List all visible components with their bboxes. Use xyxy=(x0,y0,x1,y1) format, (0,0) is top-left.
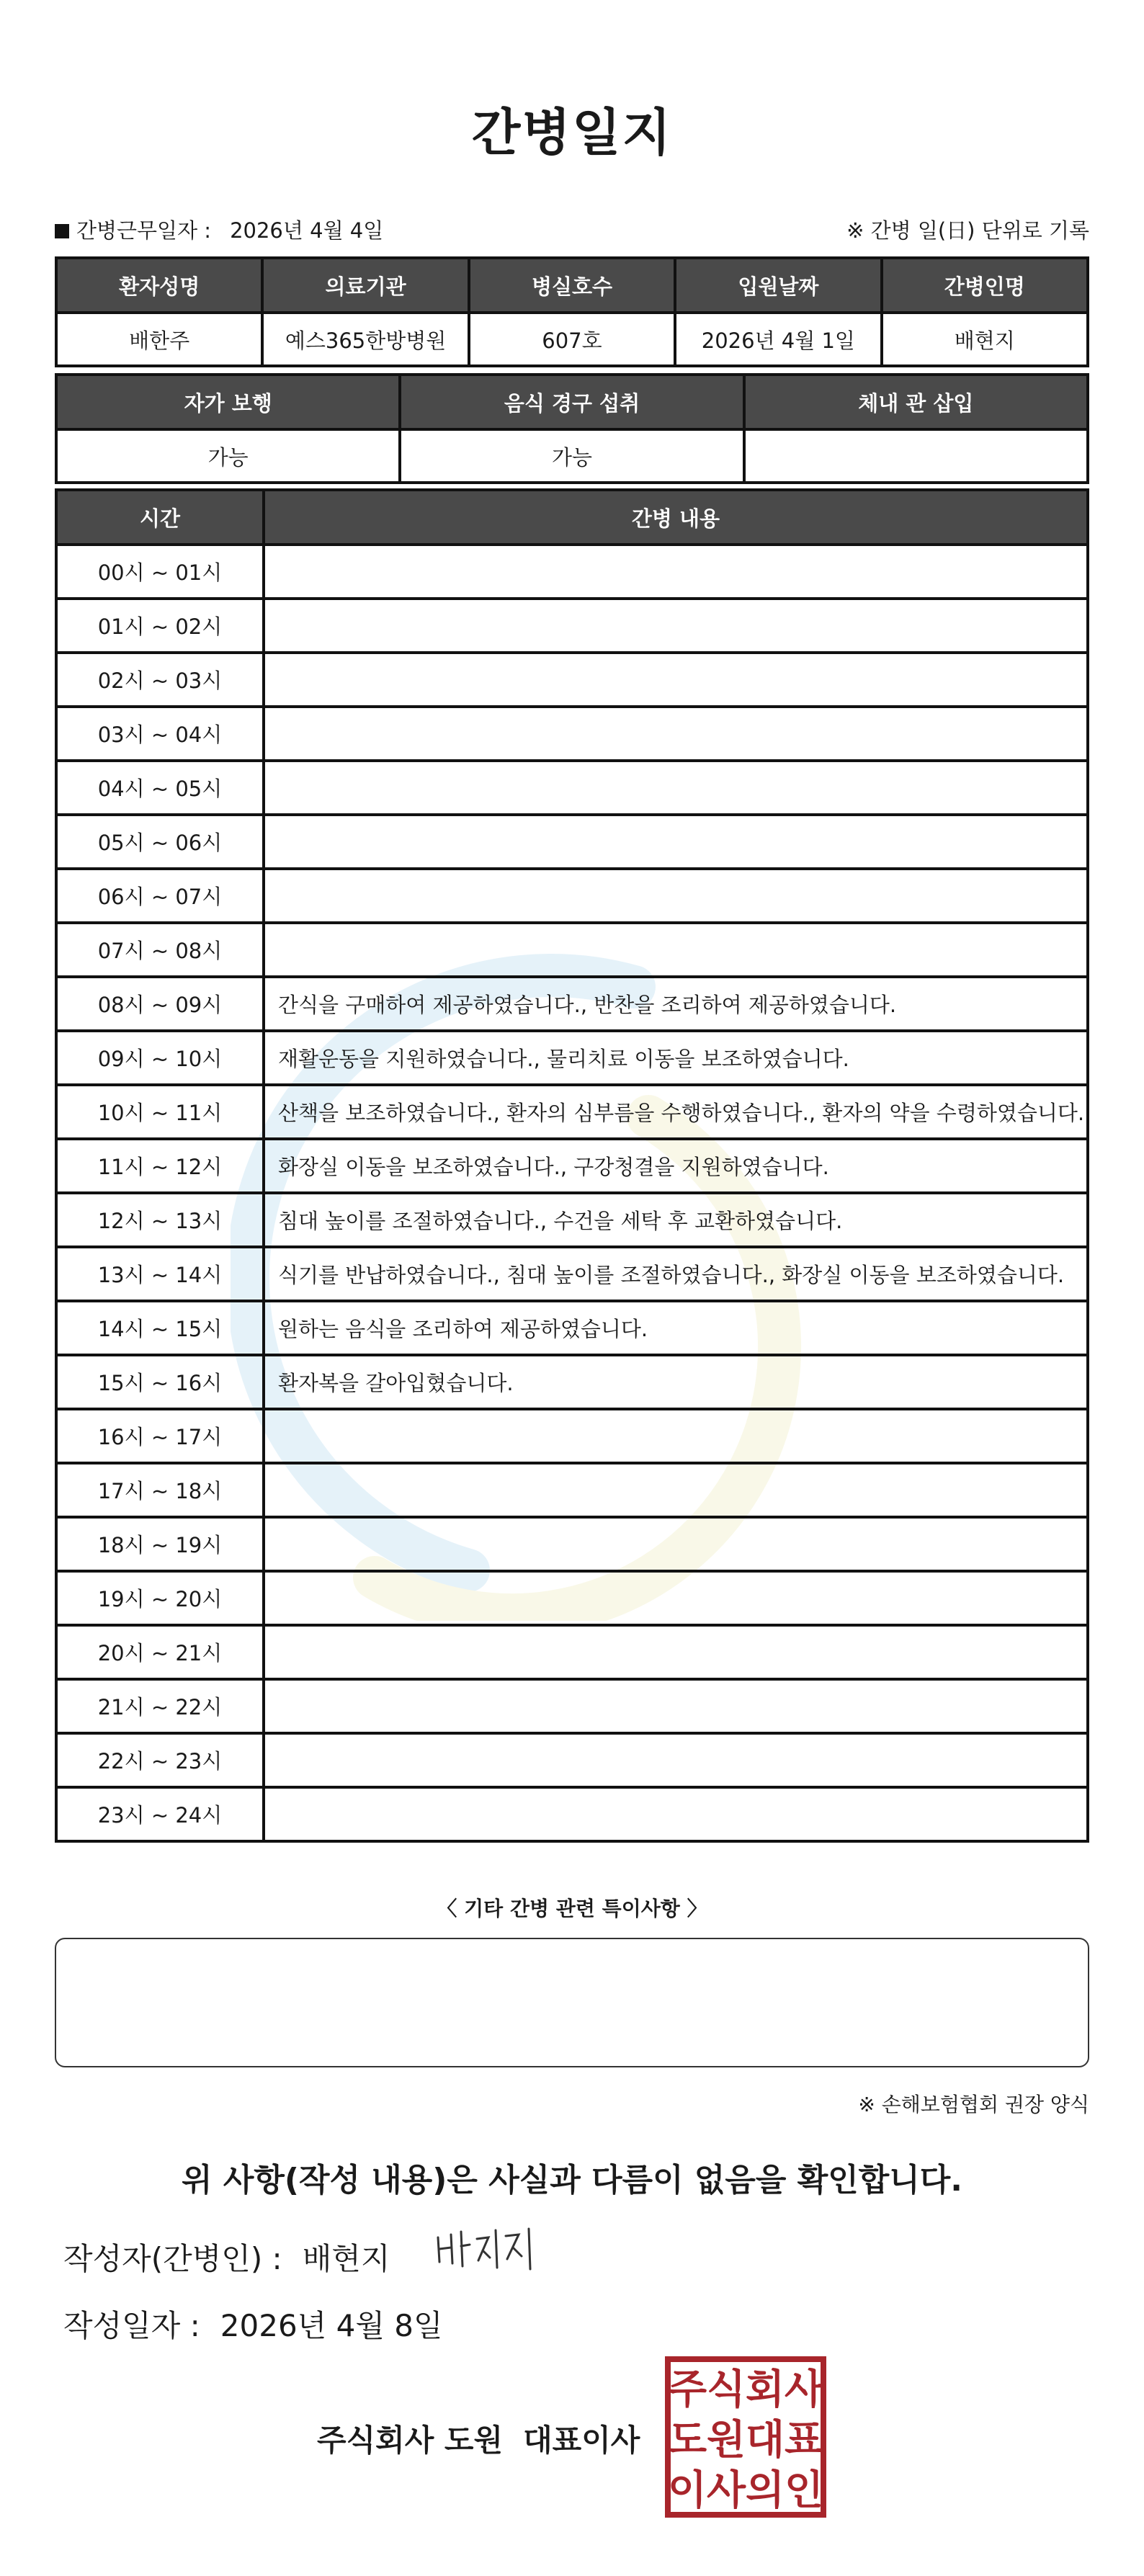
time-slot: 13시 ~ 14시 xyxy=(56,1247,264,1301)
header-caregiver: 간병인명 xyxy=(882,258,1088,313)
write-date-label: 작성일자 : xyxy=(63,2308,200,2343)
time-slot: 04시 ~ 05시 xyxy=(56,761,264,815)
company-line xyxy=(317,2417,640,2460)
seal-char: 사 xyxy=(784,2366,824,2413)
care-content[interactable] xyxy=(264,815,1088,869)
seal-char: 표 xyxy=(784,2417,824,2464)
room-number: 607호 xyxy=(469,313,675,366)
company-name: 주식회사 도원 xyxy=(317,2423,504,2458)
care-content[interactable]: 간식을 구매하여 제공하였습니다., 반찬을 조리하여 제공하였습니다. xyxy=(264,977,1088,1031)
table-row xyxy=(56,1517,1088,1571)
time-slot: 06시 ~ 07시 xyxy=(56,869,264,923)
table-row xyxy=(56,815,1088,869)
table-row xyxy=(56,1733,1088,1787)
table-row xyxy=(56,1031,1088,1085)
time-slot: 07시 ~ 08시 xyxy=(56,923,264,977)
care-log-table xyxy=(55,488,1089,1843)
table-row xyxy=(56,1247,1088,1301)
care-content[interactable] xyxy=(264,1625,1088,1679)
care-content[interactable]: 침대 높이를 조절하였습니다., 수건을 세탁 후 교환하였습니다. xyxy=(264,1193,1088,1247)
table-row xyxy=(56,1139,1088,1193)
work-date-label: 간병근무일자 : xyxy=(76,218,212,243)
header-walking: 자가 보행 xyxy=(56,375,400,429)
table-row xyxy=(56,599,1088,653)
seal-char: 식 xyxy=(706,2366,746,2413)
header-time: 시간 xyxy=(56,490,264,545)
care-content[interactable] xyxy=(264,869,1088,923)
care-content[interactable]: 화장실 이동을 보조하였습니다., 구강청결을 지원하였습니다. xyxy=(264,1139,1088,1193)
seal-char: 원 xyxy=(706,2417,746,2464)
time-slot: 00시 ~ 01시 xyxy=(56,545,264,599)
table-row xyxy=(56,707,1088,761)
care-content[interactable]: 산책을 보조하였습니다., 환자의 심부름을 수행하였습니다., 환자의 약을 수령하였습니다. xyxy=(264,1085,1088,1139)
unit-note: ※ 간병 일(日) 단위로 기록 xyxy=(846,218,1089,243)
walking-status: 가능 xyxy=(56,429,400,483)
seal-char: 대 xyxy=(745,2417,785,2464)
seal-char: 회 xyxy=(745,2366,785,2413)
care-content[interactable] xyxy=(264,1409,1088,1463)
care-content[interactable] xyxy=(264,1571,1088,1625)
table-row xyxy=(56,545,1088,599)
time-slot: 11시 ~ 12시 xyxy=(56,1139,264,1193)
care-content[interactable] xyxy=(264,1679,1088,1733)
seal-char: 의 xyxy=(745,2467,785,2514)
seal-char: 이 xyxy=(667,2467,707,2514)
time-slot: 08시 ~ 09시 xyxy=(56,977,264,1031)
care-content[interactable] xyxy=(264,545,1088,599)
meta-row xyxy=(55,215,1089,243)
table-row xyxy=(56,1787,1088,1841)
work-date xyxy=(55,215,383,244)
seal-char: 주 xyxy=(667,2366,707,2413)
writer-label: 작성자(간병인) : xyxy=(63,2241,282,2276)
hospital-name: 예스365한방병원 xyxy=(262,313,468,366)
company-seal xyxy=(664,2356,827,2518)
patient-info-table xyxy=(55,256,1089,367)
time-slot: 05시 ~ 06시 xyxy=(56,815,264,869)
table-row xyxy=(56,1301,1088,1355)
care-content[interactable] xyxy=(264,1463,1088,1517)
care-content[interactable] xyxy=(264,1787,1088,1841)
header-admission-date: 입원날짜 xyxy=(675,258,881,313)
write-date-value: 2026년 4월 8일 xyxy=(220,2308,443,2343)
care-content[interactable]: 원하는 음식을 조리하여 제공하였습니다. xyxy=(264,1301,1088,1355)
care-content[interactable]: 식기를 반납하였습니다., 침대 높이를 조절하였습니다., 화장실 이동을 보조하였습니다. xyxy=(264,1247,1088,1301)
table-row xyxy=(56,1409,1088,1463)
time-slot: 17시 ~ 18시 xyxy=(56,1463,264,1517)
admission-date: 2026년 4월 1일 xyxy=(675,313,881,366)
time-slot: 15시 ~ 16시 xyxy=(56,1355,264,1409)
time-slot: 09시 ~ 10시 xyxy=(56,1031,264,1085)
table-row xyxy=(56,1355,1088,1409)
time-slot: 12시 ~ 13시 xyxy=(56,1193,264,1247)
table-row xyxy=(56,869,1088,923)
table-row xyxy=(56,1085,1088,1139)
care-content[interactable] xyxy=(264,1517,1088,1571)
time-slot: 03시 ~ 04시 xyxy=(56,707,264,761)
confirmation-statement: 위 사항(작성 내용)은 사실과 다름이 없음을 확인합니다. xyxy=(182,2162,962,2199)
company-ceo: 대표이사 xyxy=(523,2423,640,2458)
table-row xyxy=(56,923,1088,977)
patient-status-table xyxy=(55,373,1089,484)
special-notes-label: 〈 기타 간병 관련 특이사항 〉 xyxy=(437,1897,707,1920)
care-content[interactable] xyxy=(264,707,1088,761)
table-row xyxy=(56,1625,1088,1679)
care-content[interactable]: 환자복을 갈아입혔습니다. xyxy=(264,1355,1088,1409)
square-bullet-icon xyxy=(55,224,69,238)
time-slot: 01시 ~ 02시 xyxy=(56,599,264,653)
care-content[interactable] xyxy=(264,761,1088,815)
care-content[interactable] xyxy=(264,923,1088,977)
table-row xyxy=(56,977,1088,1031)
time-slot: 20시 ~ 21시 xyxy=(56,1625,264,1679)
table-row xyxy=(56,1463,1088,1517)
patient-name: 배한주 xyxy=(56,313,262,366)
table-row xyxy=(56,1193,1088,1247)
time-slot: 16시 ~ 17시 xyxy=(56,1409,264,1463)
care-content[interactable] xyxy=(264,1733,1088,1787)
table-row xyxy=(56,761,1088,815)
caregiver-name: 배현지 xyxy=(882,313,1088,366)
header-hospital: 의료기관 xyxy=(262,258,468,313)
time-slot: 02시 ~ 03시 xyxy=(56,653,264,707)
table-row xyxy=(56,653,1088,707)
table-row xyxy=(56,1571,1088,1625)
recommend-note: ※ 손해보험협회 권장 양식 xyxy=(858,2093,1089,2116)
seal-char: 도 xyxy=(667,2417,707,2464)
oral-intake-status: 가능 xyxy=(400,429,743,483)
header-oral-intake: 음식 경구 섭취 xyxy=(400,375,743,429)
time-slot: 14시 ~ 15시 xyxy=(56,1301,264,1355)
seal-char: 사 xyxy=(706,2467,746,2514)
special-notes-box[interactable] xyxy=(55,1938,1089,2067)
writer-line xyxy=(63,2235,390,2278)
seal-char: 인 xyxy=(784,2467,824,2514)
care-content[interactable] xyxy=(264,653,1088,707)
header-care-content: 간병 내용 xyxy=(264,490,1088,545)
time-slot: 21시 ~ 22시 xyxy=(56,1679,264,1733)
care-log-body xyxy=(56,545,1088,1841)
time-slot: 19시 ~ 20시 xyxy=(56,1571,264,1625)
tube-status xyxy=(744,429,1088,483)
page-title: 간병일지 xyxy=(471,103,673,162)
table-row xyxy=(56,1679,1088,1733)
write-date-line xyxy=(63,2302,443,2345)
writer-name: 배현지 xyxy=(302,2241,390,2276)
work-date-value: 2026년 4월 4일 xyxy=(230,218,384,243)
time-slot: 22시 ~ 23시 xyxy=(56,1733,264,1787)
header-room: 병실호수 xyxy=(469,258,675,313)
header-patient-name: 환자성명 xyxy=(56,258,262,313)
handwritten-signature xyxy=(432,2224,540,2275)
header-tube: 체내 관 삽입 xyxy=(744,375,1088,429)
care-content[interactable]: 재활운동을 지원하였습니다., 물리치료 이동을 보조하였습니다. xyxy=(264,1031,1088,1085)
care-content[interactable] xyxy=(264,599,1088,653)
time-slot: 23시 ~ 24시 xyxy=(56,1787,264,1841)
time-slot: 18시 ~ 19시 xyxy=(56,1517,264,1571)
time-slot: 10시 ~ 11시 xyxy=(56,1085,264,1139)
